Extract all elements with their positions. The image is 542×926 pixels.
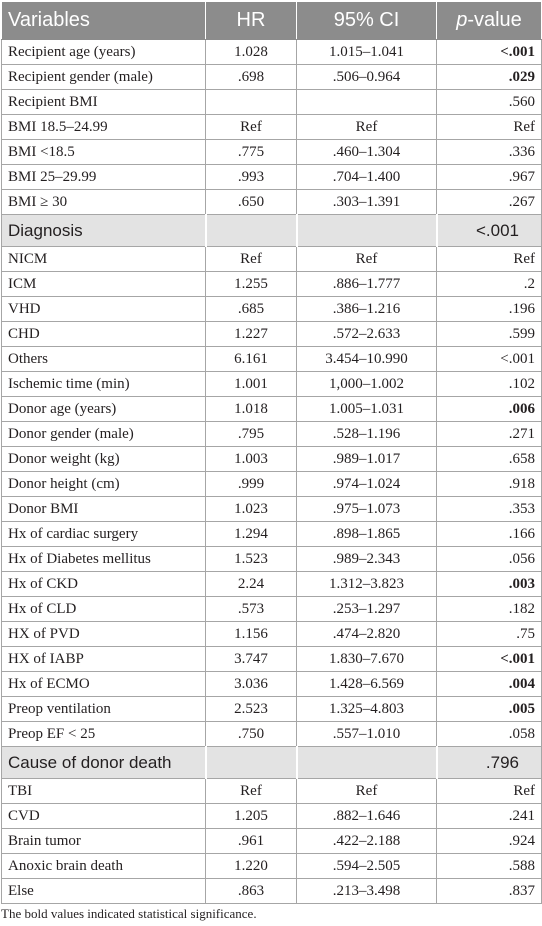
- table-row: [2, 165, 542, 190]
- pvalue-cell: Ref: [437, 115, 542, 140]
- hr-cell: [206, 90, 297, 115]
- header-pvalue-rest: -value: [467, 9, 522, 31]
- hr-cell: 1.227: [206, 322, 297, 347]
- ci-cell: .213–3.498: [297, 879, 437, 904]
- table-row: [2, 672, 542, 697]
- pvalue-cell: .005: [437, 697, 542, 722]
- table-row: [2, 647, 542, 672]
- hr-cell: .685: [206, 297, 297, 322]
- table-row: [2, 247, 542, 272]
- table-row: [2, 322, 542, 347]
- table-row: [2, 522, 542, 547]
- variable-cell: Hx of cardiac surgery: [2, 522, 206, 547]
- pvalue-cell: .271: [437, 422, 542, 447]
- variable-cell: Donor gender (male): [2, 422, 206, 447]
- hr-cell: 1.003: [206, 447, 297, 472]
- table-row: [2, 422, 542, 447]
- ci-cell: .386–1.216: [297, 297, 437, 322]
- table-row: [2, 190, 542, 215]
- hr-cell: 3.747: [206, 647, 297, 672]
- hr-cell: Ref: [206, 115, 297, 140]
- variable-cell: HX of PVD: [2, 622, 206, 647]
- section-label: Diagnosis: [2, 215, 206, 247]
- header-pvalue: [437, 2, 542, 40]
- variable-cell: Hx of CKD: [2, 572, 206, 597]
- table-row: [2, 547, 542, 572]
- pvalue-cell: .336: [437, 140, 542, 165]
- header-variables: Variables: [2, 2, 206, 40]
- ci-cell: .975–1.073: [297, 497, 437, 522]
- variable-cell: Donor age (years): [2, 397, 206, 422]
- pvalue-cell: .588: [437, 854, 542, 879]
- section-empty-cell: [297, 747, 437, 779]
- pvalue-cell: .003: [437, 572, 542, 597]
- table-row: [2, 65, 542, 90]
- pvalue-cell: .967: [437, 165, 542, 190]
- ci-cell: .528–1.196: [297, 422, 437, 447]
- table-row: [2, 472, 542, 497]
- table-row: [2, 447, 542, 472]
- section-row: [2, 747, 542, 779]
- hr-cell: .961: [206, 829, 297, 854]
- hr-cell: .650: [206, 190, 297, 215]
- variable-cell: BMI 25–29.99: [2, 165, 206, 190]
- table-row: [2, 397, 542, 422]
- hr-cell: 1.294: [206, 522, 297, 547]
- pvalue-cell: .918: [437, 472, 542, 497]
- hr-cell: .863: [206, 879, 297, 904]
- table-row: [2, 372, 542, 397]
- ci-cell: .460–1.304: [297, 140, 437, 165]
- pvalue-cell: .058: [437, 722, 542, 747]
- ci-cell: .704–1.400: [297, 165, 437, 190]
- ci-cell: .557–1.010: [297, 722, 437, 747]
- ci-cell: Ref: [297, 779, 437, 804]
- hr-cell: 2.24: [206, 572, 297, 597]
- hr-cell: 1.023: [206, 497, 297, 522]
- hr-cell: 2.523: [206, 697, 297, 722]
- pvalue-cell: .241: [437, 804, 542, 829]
- header-pvalue-p: p: [456, 9, 468, 31]
- variable-cell: BMI 18.5–24.99: [2, 115, 206, 140]
- table-row: [2, 854, 542, 879]
- pvalue-cell: .924: [437, 829, 542, 854]
- variable-cell: BMI ≥ 30: [2, 190, 206, 215]
- hr-cell: .698: [206, 65, 297, 90]
- pvalue-cell: <.001: [437, 40, 542, 65]
- hr-cell: 1.018: [206, 397, 297, 422]
- hr-cell: .775: [206, 140, 297, 165]
- pvalue-cell: .196: [437, 297, 542, 322]
- variable-cell: VHD: [2, 297, 206, 322]
- variable-cell: Donor height (cm): [2, 472, 206, 497]
- table-row: [2, 722, 542, 747]
- table-header-row: [2, 2, 542, 40]
- pvalue-cell: .102: [437, 372, 542, 397]
- variable-cell: Hx of ECMO: [2, 672, 206, 697]
- hr-cell: .573: [206, 597, 297, 622]
- section-empty-cell: [297, 215, 437, 247]
- ci-cell: .422–2.188: [297, 829, 437, 854]
- section-empty-cell: [206, 747, 297, 779]
- variable-cell: Recipient age (years): [2, 40, 206, 65]
- ci-cell: .474–2.820: [297, 622, 437, 647]
- table-row: [2, 90, 542, 115]
- variable-cell: TBI: [2, 779, 206, 804]
- variable-cell: CVD: [2, 804, 206, 829]
- ci-cell: 1.325–4.803: [297, 697, 437, 722]
- table-row: [2, 804, 542, 829]
- header-ci: 95% CI: [297, 2, 437, 40]
- variable-cell: Brain tumor: [2, 829, 206, 854]
- pvalue-cell: .2: [437, 272, 542, 297]
- pvalue-cell: .599: [437, 322, 542, 347]
- ci-cell: .303–1.391: [297, 190, 437, 215]
- table-row: [2, 297, 542, 322]
- pvalue-cell: .353: [437, 497, 542, 522]
- ci-cell: 1.312–3.823: [297, 572, 437, 597]
- ci-cell: .572–2.633: [297, 322, 437, 347]
- variable-cell: Preop EF < 25: [2, 722, 206, 747]
- table-row: [2, 140, 542, 165]
- pvalue-cell: .029: [437, 65, 542, 90]
- hr-cell: Ref: [206, 779, 297, 804]
- pvalue-cell: .056: [437, 547, 542, 572]
- ci-cell: 1.005–1.031: [297, 397, 437, 422]
- variable-cell: Anoxic brain death: [2, 854, 206, 879]
- header-hr: HR: [206, 2, 297, 40]
- variable-cell: Donor weight (kg): [2, 447, 206, 472]
- ci-cell: .506–0.964: [297, 65, 437, 90]
- section-empty-cell: [206, 215, 297, 247]
- variable-cell: Ischemic time (min): [2, 372, 206, 397]
- section-pvalue: .796: [437, 747, 542, 779]
- pvalue-cell: <.001: [437, 347, 542, 372]
- section-label: Cause of donor death: [2, 747, 206, 779]
- table-row: [2, 272, 542, 297]
- variable-cell: Hx of Diabetes mellitus: [2, 547, 206, 572]
- variable-cell: Donor BMI: [2, 497, 206, 522]
- pvalue-cell: .166: [437, 522, 542, 547]
- variable-cell: NICM: [2, 247, 206, 272]
- ci-cell: 3.454–10.990: [297, 347, 437, 372]
- hr-cell: .795: [206, 422, 297, 447]
- table-row: [2, 622, 542, 647]
- variable-cell: Else: [2, 879, 206, 904]
- ci-cell: .989–2.343: [297, 547, 437, 572]
- pvalue-cell: .560: [437, 90, 542, 115]
- ci-cell: Ref: [297, 247, 437, 272]
- pvalue-cell: .004: [437, 672, 542, 697]
- ci-cell: .974–1.024: [297, 472, 437, 497]
- ci-cell: [297, 90, 437, 115]
- variable-cell: Others: [2, 347, 206, 372]
- hr-cell: 1.523: [206, 547, 297, 572]
- table-row: [2, 879, 542, 904]
- table-body: [2, 40, 542, 904]
- pvalue-cell: .182: [437, 597, 542, 622]
- section-row: [2, 215, 542, 247]
- ci-cell: .882–1.646: [297, 804, 437, 829]
- ci-cell: 1.015–1.041: [297, 40, 437, 65]
- pvalue-cell: .75: [437, 622, 542, 647]
- pvalue-cell: Ref: [437, 247, 542, 272]
- section-pvalue: <.001: [437, 215, 542, 247]
- variable-cell: BMI <18.5: [2, 140, 206, 165]
- table-row: [2, 572, 542, 597]
- table-row: [2, 697, 542, 722]
- table-row: [2, 40, 542, 65]
- ci-cell: .989–1.017: [297, 447, 437, 472]
- table-footnote: The bold values indicated statistical significance.: [1, 906, 257, 921]
- variable-cell: Hx of CLD: [2, 597, 206, 622]
- hr-cell: 1.220: [206, 854, 297, 879]
- variable-cell: CHD: [2, 322, 206, 347]
- variable-cell: ICM: [2, 272, 206, 297]
- table-row: [2, 829, 542, 854]
- hr-cell: Ref: [206, 247, 297, 272]
- pvalue-cell: .658: [437, 447, 542, 472]
- table-row: [2, 497, 542, 522]
- table-row: [2, 115, 542, 140]
- hazard-ratio-table: [1, 1, 542, 904]
- hr-cell: .999: [206, 472, 297, 497]
- hr-cell: 1.001: [206, 372, 297, 397]
- ci-cell: .594–2.505: [297, 854, 437, 879]
- pvalue-cell: <.001: [437, 647, 542, 672]
- ci-cell: .898–1.865: [297, 522, 437, 547]
- variable-cell: HX of IABP: [2, 647, 206, 672]
- hr-cell: .750: [206, 722, 297, 747]
- ci-cell: 1.428–6.569: [297, 672, 437, 697]
- hr-cell: 1.028: [206, 40, 297, 65]
- variable-cell: Recipient BMI: [2, 90, 206, 115]
- pvalue-cell: .006: [437, 397, 542, 422]
- pvalue-cell: .267: [437, 190, 542, 215]
- ci-cell: Ref: [297, 115, 437, 140]
- ci-cell: .253–1.297: [297, 597, 437, 622]
- hr-cell: 1.255: [206, 272, 297, 297]
- hr-cell: 3.036: [206, 672, 297, 697]
- hr-cell: 1.205: [206, 804, 297, 829]
- ci-cell: .886–1.777: [297, 272, 437, 297]
- variable-cell: Recipient gender (male): [2, 65, 206, 90]
- pvalue-cell: Ref: [437, 779, 542, 804]
- hr-cell: 6.161: [206, 347, 297, 372]
- hr-cell: .993: [206, 165, 297, 190]
- ci-cell: 1.830–7.670: [297, 647, 437, 672]
- pvalue-cell: .837: [437, 879, 542, 904]
- table-row: [2, 779, 542, 804]
- hr-cell: 1.156: [206, 622, 297, 647]
- table-row: [2, 347, 542, 372]
- variable-cell: Preop ventilation: [2, 697, 206, 722]
- ci-cell: 1,000–1.002: [297, 372, 437, 397]
- table-row: [2, 597, 542, 622]
